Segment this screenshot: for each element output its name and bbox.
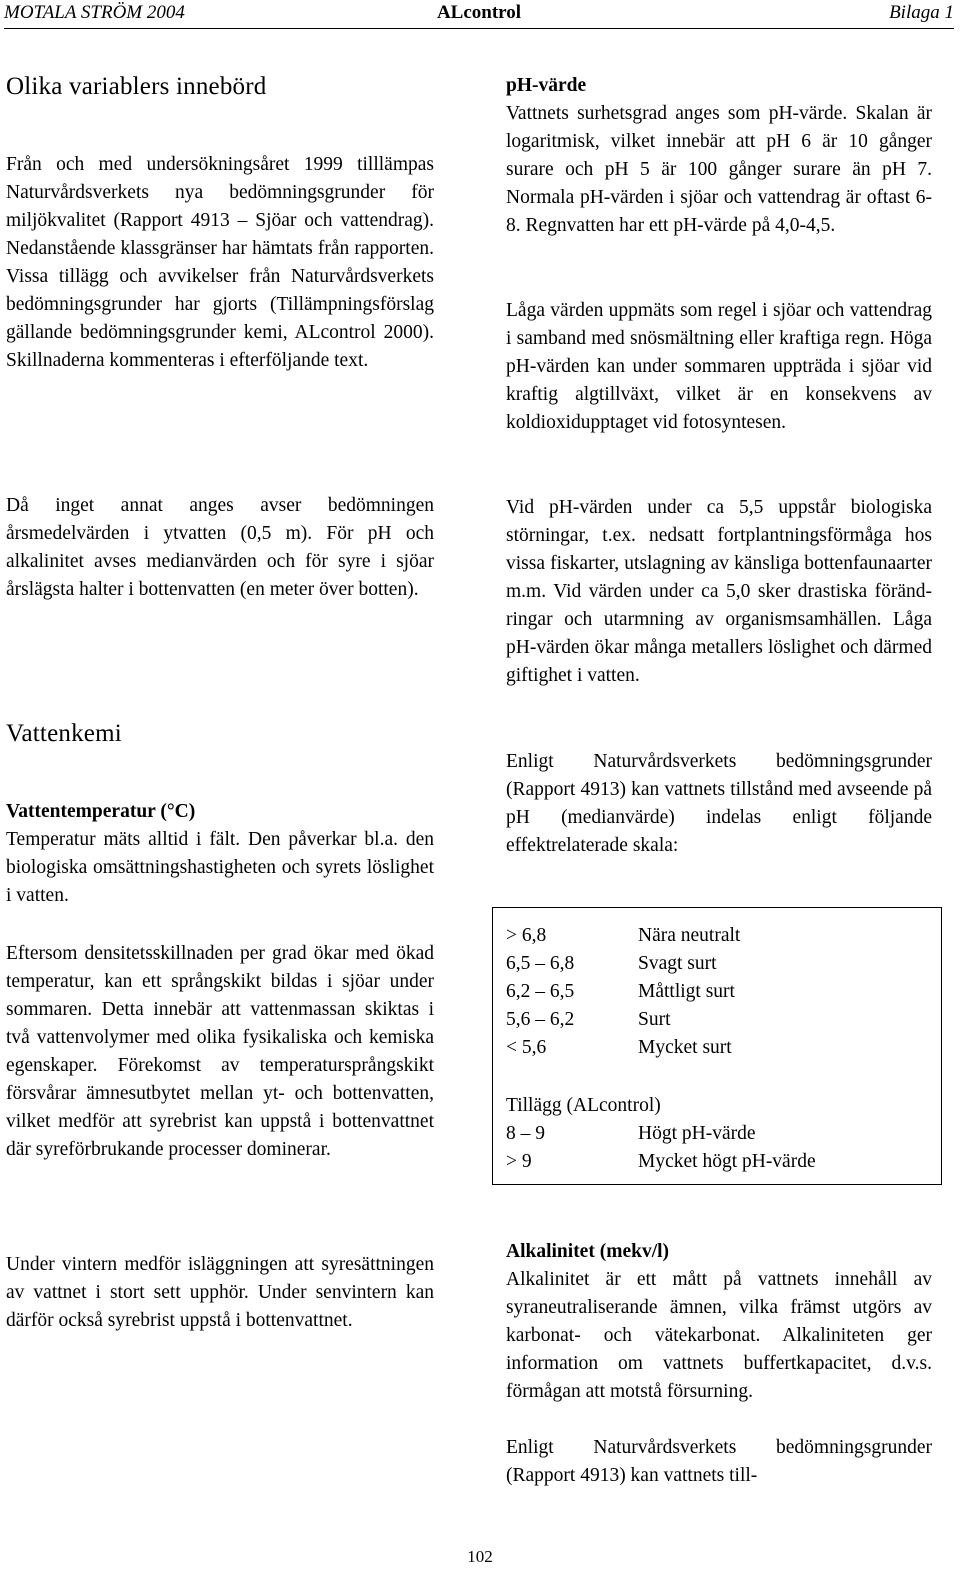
ph-scale-box <box>492 907 942 1185</box>
addition-label: Högt pH-värde <box>638 1123 756 1144</box>
alkalinity-paragraph-1: Alkalinitet är ett mått på vattnets innehåll av syraneutraliserande ämnen, vilka främst utgörs av karbonat- och vätekarbonat. Alkaliniteten ger information om vattnets buffertkapacitet, d.v.s. förmågan att motstå försurning. <box>506 1269 932 1402</box>
ph-heading: pH-värde <box>506 75 587 96</box>
header-appendix: Bilaga 1 <box>889 2 954 23</box>
ph-scale-range: 5,6 – 6,2 <box>506 1009 575 1030</box>
addition-range: > 9 <box>506 1151 532 1172</box>
temperature-heading: Vattentemperatur (°C) <box>6 801 196 822</box>
header-company: ALcontrol <box>436 2 522 23</box>
ph-scale-label: Svagt surt <box>638 953 717 974</box>
alkalinity-heading: Alkalinitet (mekv/l) <box>506 1241 670 1262</box>
temperature-paragraph-2: Eftersom densitetsskillnaden per grad ökar med ökad temperatur, kan ett språngskikt bildas i sjöar under sommaren. Detta innebär att vattenmassan skiktas i två vattenvolymer med olika fysikaliska och kemiska egenskaper. Förekomst av temperatursprångskikt försvårar ämnesutbytet mellan yt- och bottenvatten, vilket medför att syrebrist kan uppstå i bottenvattnet där syreförbrukande processer dominerar. <box>6 943 434 1160</box>
section-heading-water-chemistry: Vattenkemi <box>6 720 122 747</box>
ph-paragraph-3: Vid pH-värden under ca 5,5 uppstår biologiska störningar, t.ex. nedsatt fortplantningsförmåga hos vissa fiskarter, utslagning av känsliga bottenfaunaarter m.m. Vid värden under ca 5,0 sker drastiska förändringar och utarmning av organismsamhällen. Låga pH-värden ökar många metallers löslighet och därmed giftighet i vatten. <box>506 497 932 686</box>
header-report-title: MOTALA STRÖM 2004 <box>4 2 185 23</box>
alkalinity-paragraph-2: Enligt Naturvårdsverkets bedömningsgrunder (Rapport 4913) kan vattnets till- <box>506 1437 932 1486</box>
ph-scale-range: < 5,6 <box>506 1037 547 1058</box>
temperature-paragraph-1: Temperatur mäts alltid i fält. Den påverkar bl.a. den biologiska omsättningshastigheten och syrets löslighet i vatten. <box>6 829 434 906</box>
intro-paragraph-1: Från och med undersökningsåret 1999 tilllämpas Naturvårdsverkets nya bedömningsgrunder för miljökvalitet (Rapport 4913 – Sjöar och vattendrag). Nedanstående klassgränser har hämtats från rapporten. Vissa tillägg och avvikelser från Naturvårdsverkets bedömningsgrunder har gjorts (Tillämpningsförslag gällande bedömningsgrunder kemi, ALcontrol 2000). Skillnaderna kommenteras i efterföljande text. <box>6 154 434 371</box>
ph-paragraph-2: Låga värden uppmäts som regel i sjöar och vattendrag i samband med snösmältning eller kraftiga regn. Höga pH-värden kan under sommaren uppträda i sjöar vid kraftig algtillväxt, vilket är en konsekvens av koldioxidupptaget vid fotosyntesen. <box>506 300 932 433</box>
ph-scale-range: > 6,8 <box>506 925 547 946</box>
ph-scale-label: Mycket surt <box>638 1037 732 1058</box>
ph-scale-range: 6,2 – 6,5 <box>506 981 575 1002</box>
addition-title: Tillägg (ALcontrol) <box>506 1095 661 1116</box>
page-number: 102 <box>467 1547 493 1566</box>
ph-paragraph-4: Enligt Naturvårdsverkets bedömningsgrunder (Rapport 4913) kan vattnets tillstånd med avseende på pH (medianvärde) indelas enligt följande effektrelaterade skala: <box>506 751 932 856</box>
page-title: Olika variablers innebörd <box>6 73 267 100</box>
ph-scale-label: Måttligt surt <box>638 981 735 1002</box>
addition-label: Mycket högt pH-värde <box>638 1151 816 1172</box>
addition-range: 8 – 9 <box>506 1123 545 1144</box>
temperature-paragraph-3: Under vintern medför isläggningen att syresättningen av vattnet i stort sett upphör. Under senvintern kan därför också syrebrist uppstå i bottenvattnet. <box>6 1254 434 1331</box>
intro-paragraph-2: Då inget annat anges avser bedömningen årsmedelvärden i ytvatten (0,5 m). För pH och alkalinitet avses medianvärden och för syre i sjöar årslägsta halter i bottenvatten (en meter över botten). <box>6 495 434 600</box>
page-header <box>4 0 954 29</box>
ph-scale-label: Surt <box>638 1009 671 1030</box>
ph-scale-range: 6,5 – 6,8 <box>506 953 575 974</box>
ph-scale-label: Nära neutralt <box>638 925 741 946</box>
ph-paragraph-1: Vattnets surhetsgrad anges som pH-värde. Skalan är logaritmisk, vilket innebär att pH 6 är 10 gånger surare och pH 5 är 100 gånger surare än pH 7. Normala pH-värden i sjöar och vattendrag är oftast 6-8. Regnvatten har ett pH-värde på 4,0-4,5. <box>506 103 932 236</box>
